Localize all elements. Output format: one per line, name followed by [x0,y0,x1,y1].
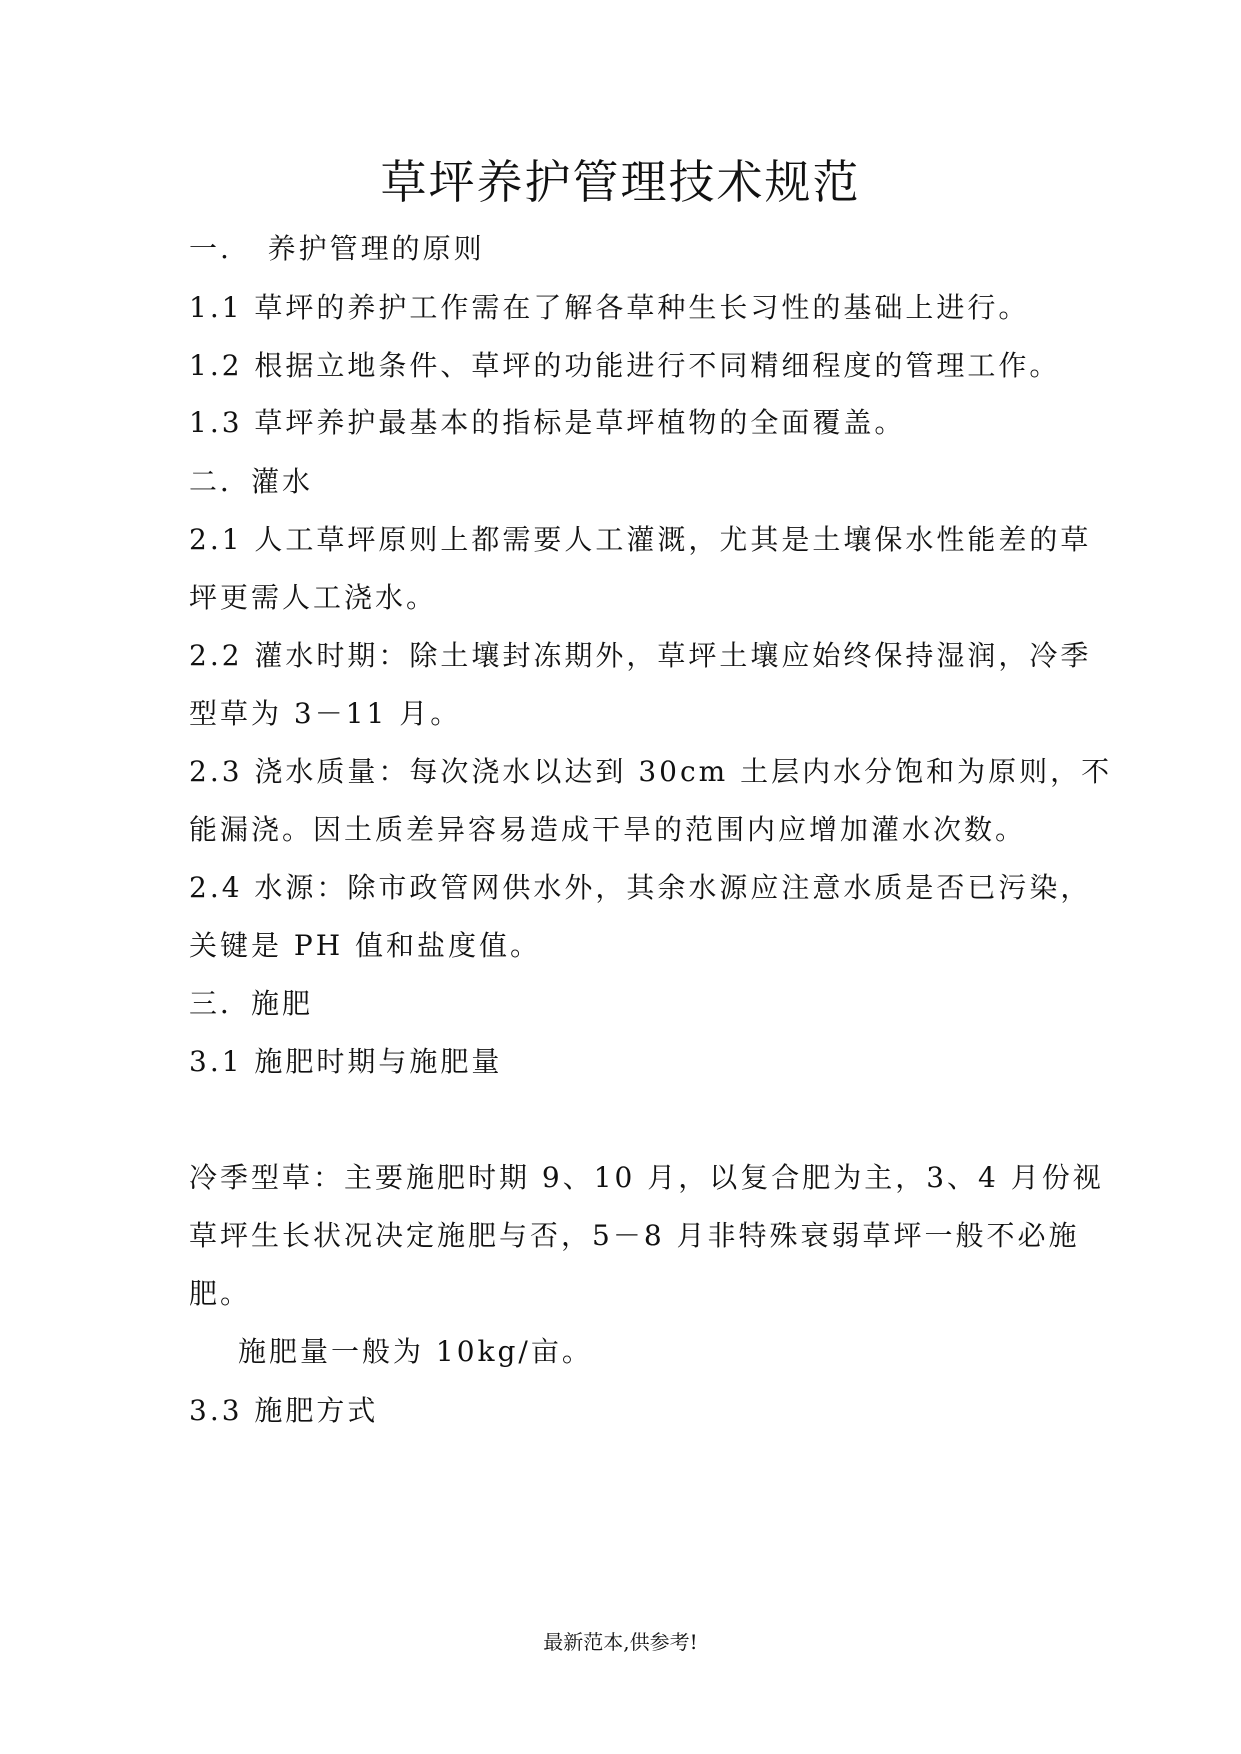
paragraph-2-3-line-1: 2.3 浇水质量：每次浇水以达到 30cm 土层内水分饱和为原则，不 [189,755,1113,788]
paragraph-2-4-line-1: 2.4 水源：除市政管网供水外，其余水源应注意水质是否已污染， [189,871,1092,904]
document-title: 草坪养护管理技术规范 [380,155,861,209]
section-heading-irrigation: 二．灌水 [189,465,314,498]
paragraph-2-1-line-1: 2.1 人工草坪原则上都需要人工灌溉，尤其是土壤保水性能差的草 [189,523,1092,556]
paragraph-2-4-line-2: 关键是 PH 值和盐度值。 [189,929,542,962]
paragraph-2-2-line-2: 型草为 3－11 月。 [189,697,462,730]
paragraph-2-2-line-1: 2.2 灌水时期：除土壤封冻期外，草坪土壤应始终保持湿润，冷季 [189,639,1092,672]
subheading-3-3: 3.3 施肥方式 [189,1394,379,1427]
paragraph-1-3: 1.3 草坪养护最基本的指标是草坪植物的全面覆盖。 [189,406,906,439]
paragraph-1-2: 1.2 根据立地条件、草坪的功能进行不同精细程度的管理工作。 [189,349,1061,382]
paragraph-2-3-line-2: 能漏浇。因土质差异容易造成干旱的范围内应增加灌水次数。 [189,813,1027,846]
paragraph-1-1: 1.1 草坪的养护工作需在了解各草种生长习性的基础上进行。 [189,291,1030,324]
subheading-3-1: 3.1 施肥时期与施肥量 [189,1045,503,1078]
section-heading-principles: 一. 养护管理的原则 [189,232,485,265]
paragraph-cool-season-line-1: 冷季型草：主要施肥时期 9、10 月，以复合肥为主，3、4 月份视 [189,1161,1104,1194]
section-heading-fertilization: 三．施肥 [189,987,314,1020]
paragraph-cool-season-line-2: 草坪生长状况决定施肥与否，5－8 月非特殊衰弱草坪一般不必施 [189,1219,1080,1252]
paragraph-2-1-line-2: 坪更需人工浇水。 [189,581,438,614]
paragraph-cool-season-line-3: 肥。 [189,1277,252,1310]
paragraph-fertilizer-amount: 施肥量一般为 10kg/亩。 [238,1335,593,1368]
page-footer: 最新范本,供参考! [543,1630,698,1654]
